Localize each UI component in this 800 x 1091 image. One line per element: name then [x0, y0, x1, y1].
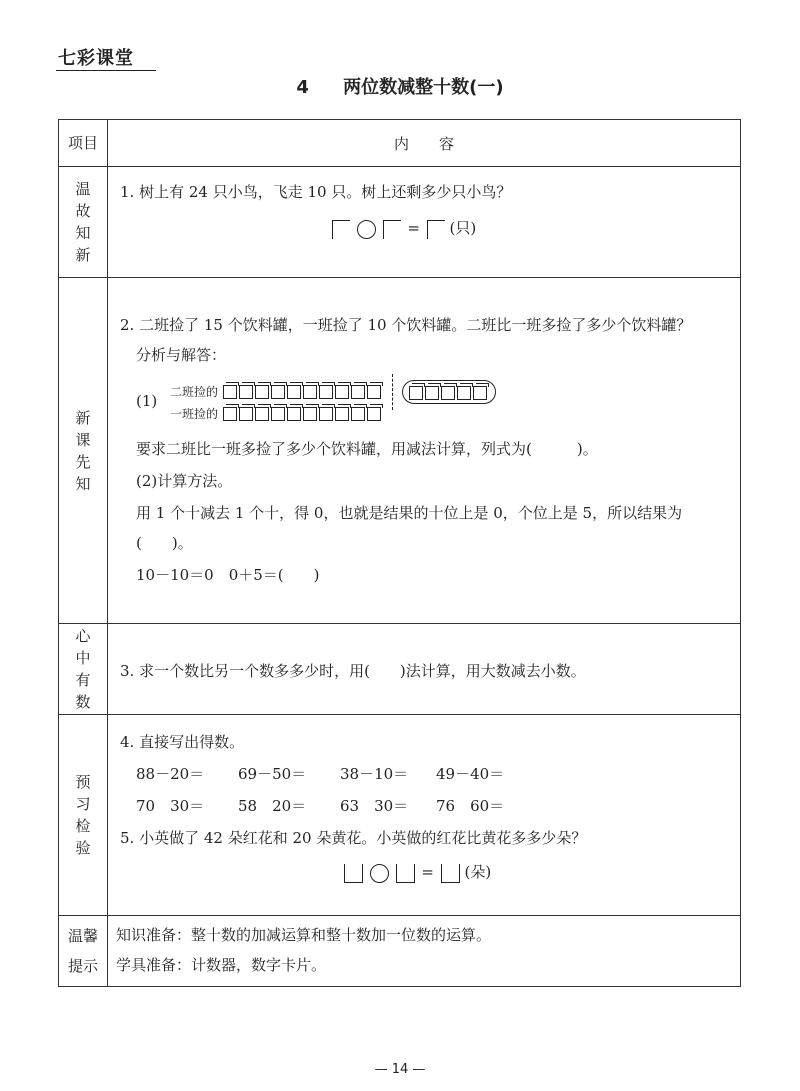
answer-boxes-5: = (朵)	[344, 861, 491, 883]
page-number: — 14 —	[374, 1062, 426, 1077]
tip-tools: 学具准备：计数器，数字卡片。	[116, 956, 327, 974]
question-2: 2. 二班捡了 15 个饮料罐，一班捡了 10 个饮料罐。二班比一班多捡了多少个饮料罐？	[120, 316, 692, 334]
can-icon	[271, 385, 285, 399]
explain-line-2: ( )。	[136, 534, 193, 552]
can-icon	[223, 385, 237, 399]
label-new: 新课先知	[59, 278, 108, 624]
can-icon	[239, 407, 253, 421]
calc-row-1: 88－20＝ 69－50＝ 38－10＝ 49－40＝	[136, 765, 505, 783]
extra-cans-oval	[402, 380, 496, 404]
question-1: 1. 树上有 24 只小鸟，飞走 10 只。树上还剩多少只小鸟？	[120, 183, 512, 201]
class1-label: 一班捡的	[170, 407, 219, 421]
answer-box[interactable]	[383, 220, 401, 239]
can-icon	[351, 385, 365, 399]
answer-box[interactable]	[396, 864, 415, 883]
lesson-number: 4	[296, 77, 309, 98]
new-content	[108, 278, 740, 623]
operator-circle[interactable]	[357, 220, 376, 239]
answer-box[interactable]	[332, 220, 350, 239]
answer-box[interactable]	[441, 864, 460, 883]
lesson-title: 两位数减整十数(一)	[343, 77, 504, 98]
answer-box[interactable]	[344, 864, 363, 883]
preview-content	[108, 715, 740, 915]
analysis-label: 分析与解答：	[136, 346, 227, 364]
can-icon	[473, 386, 487, 400]
can-icon	[319, 385, 333, 399]
question-3: 3. 求一个数比另一个数多多少时，用( )法计算，用大数减去小数。	[120, 662, 586, 680]
can-icon	[319, 407, 333, 421]
can-icon	[367, 385, 381, 399]
review-content	[108, 167, 740, 277]
can-icon	[223, 407, 237, 421]
can-icon	[287, 407, 301, 421]
calc-line: 10－10＝0 0＋5＝( )	[136, 566, 320, 584]
can-group	[223, 382, 383, 400]
question-4: 4. 直接写出得数。	[120, 733, 245, 751]
lesson-title-bar	[0, 73, 800, 99]
can-icon	[271, 407, 285, 421]
can-group	[223, 404, 383, 422]
can-icon	[335, 385, 349, 399]
part1-label: (1)	[136, 392, 158, 410]
can-icon	[255, 407, 269, 421]
can-icon	[367, 407, 381, 421]
can-icon	[457, 386, 471, 400]
answer-boxes-1: = (只)	[332, 217, 476, 239]
can-icon	[335, 407, 349, 421]
logo-underline	[56, 70, 156, 71]
answer-box[interactable]	[427, 220, 445, 239]
question-5: 5. 小英做了 42 朵红花和 20 朵黄花。小英做的红花比黄花多多少朵？	[120, 829, 587, 847]
lesson-table	[58, 119, 741, 987]
label-tips: 温馨提示	[59, 916, 108, 987]
can-icon	[425, 386, 439, 400]
label-mind: 心中有数	[59, 624, 108, 715]
header-content: 内 容	[108, 120, 741, 167]
can-icon	[255, 385, 269, 399]
brand-logo: 七彩课堂	[58, 48, 134, 69]
unit-label: (朵)	[464, 863, 492, 881]
label-preview: 预习检验	[59, 715, 108, 916]
ask-line: 要求二班比一班多捡了多少个饮料罐，用减法计算，列式为( )。	[136, 440, 598, 458]
can-icon	[303, 385, 317, 399]
can-icon	[351, 407, 365, 421]
can-icon	[409, 386, 423, 400]
divider-dash	[392, 374, 394, 410]
unit-label: (只)	[449, 219, 477, 237]
method-line: (2)计算方法。	[136, 472, 233, 490]
can-icon	[441, 386, 455, 400]
calc-row-2: 70 30＝ 58 20＝ 63 30＝ 76 60＝	[136, 797, 505, 815]
operator-circle[interactable]	[370, 864, 389, 883]
label-review: 温故知新	[59, 167, 108, 278]
class1-row	[170, 404, 383, 422]
mind-content	[108, 624, 740, 714]
tip-knowledge: 知识准备：整十数的加减运算和整十数加一位数的运算。	[116, 926, 492, 944]
header-item: 项目	[59, 120, 108, 167]
can-icon	[303, 407, 317, 421]
tips-content	[108, 916, 740, 986]
can-icon	[287, 385, 301, 399]
can-icon	[239, 385, 253, 399]
explain-line-1: 用 1 个十减去 1 个十，得 0，也就是结果的十位上是 0，个位上是 5，所以结果为	[136, 504, 683, 522]
class2-label: 二班捡的	[170, 385, 219, 399]
